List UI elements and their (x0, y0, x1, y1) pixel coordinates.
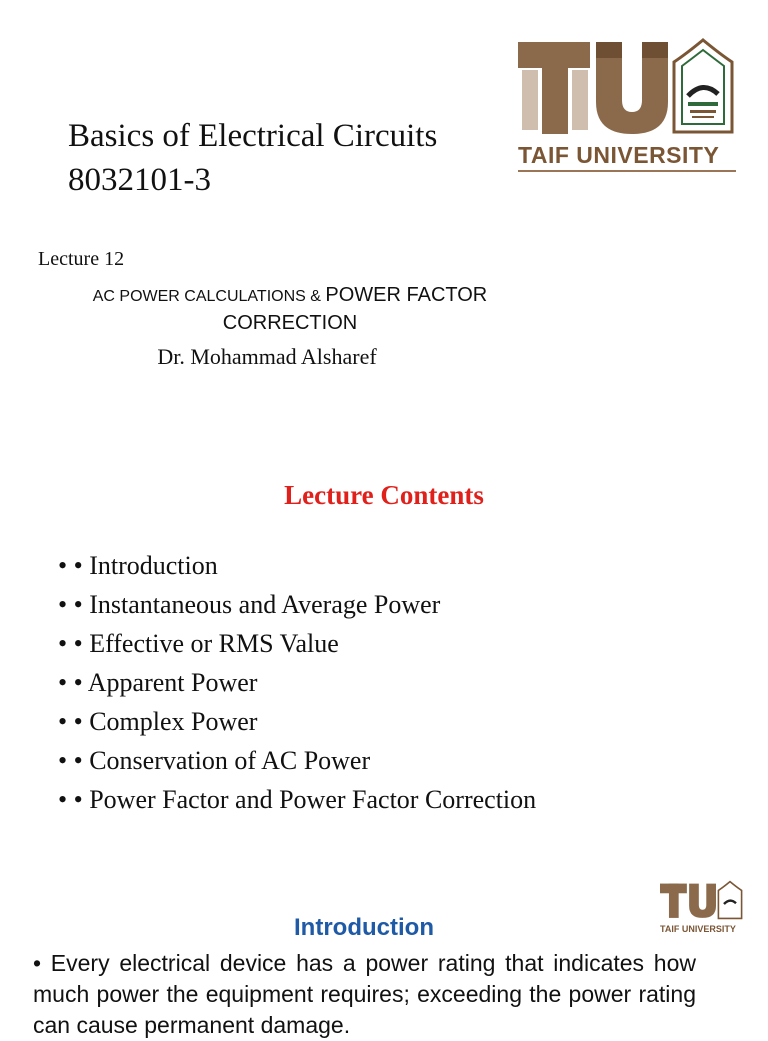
contents-item: • • Instantaneous and Average Power (58, 590, 441, 619)
lecturer-name: Dr. Mohammad Alsharef (157, 344, 377, 369)
contents-item: • • Power Factor and Power Factor Correction (58, 785, 537, 814)
course-name: Basics of Electrical Circuits (68, 118, 438, 154)
contents-item: • • Effective or RMS Value (58, 629, 339, 658)
topic-part-3: CORRECTION (222, 312, 358, 334)
contents-item: • • Apparent Power (58, 668, 258, 697)
introduction-slide (0, 870, 768, 1038)
contents-item: • • Complex Power (58, 707, 258, 736)
contents-item: • • Introduction (58, 551, 218, 580)
university-crest-icon (668, 36, 738, 136)
introduction-heading: Introduction (294, 914, 434, 941)
contents-heading: Lecture Contents (284, 480, 484, 510)
taif-university-logo (518, 36, 736, 176)
course-code: 8032101-3 (68, 162, 211, 198)
contents-item: • • Conservation of AC Power (58, 746, 371, 775)
small-logo-wordmark: TAIF UNIVERSITY (660, 924, 736, 934)
contents-list (58, 548, 536, 821)
topic-part-1: AC POWER CALCULATIONS & (92, 288, 326, 305)
lecture-topic (70, 282, 510, 338)
tu-letters-graphic (518, 36, 668, 136)
logo-wordmark: TAIF UNIVERSITY (518, 142, 720, 168)
introduction-body: • Every electrical device has a power rating that indicates how much power the equipment requires; exceeding the power rating can cause permanent damage. (33, 950, 696, 1038)
course-title (68, 114, 437, 202)
topic-part-2: POWER FACTOR (325, 284, 488, 306)
lecture-number: Lecture 12 (38, 248, 125, 270)
logo-underline (518, 170, 736, 172)
